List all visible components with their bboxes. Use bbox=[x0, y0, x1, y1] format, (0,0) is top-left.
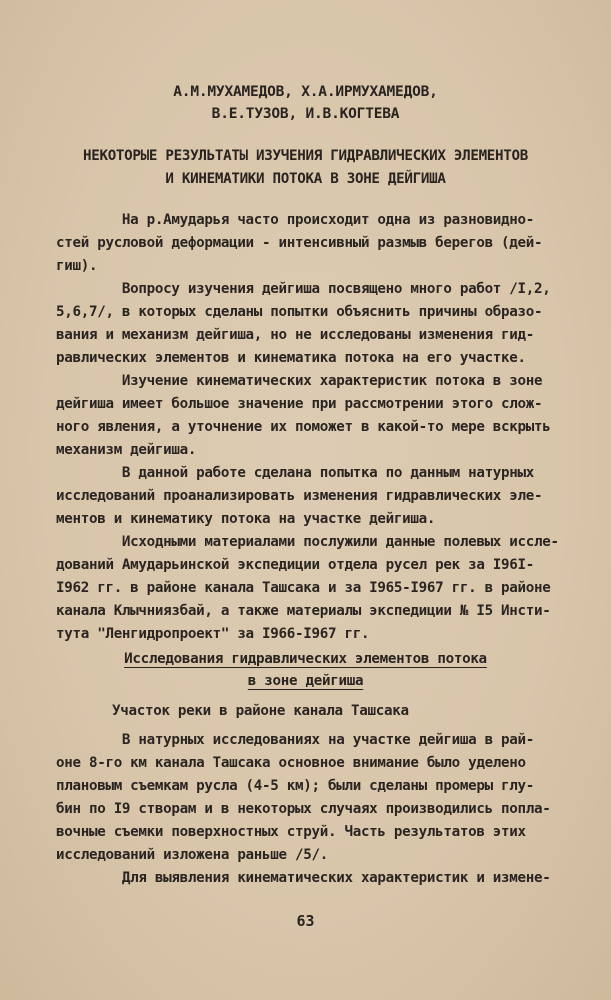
body-line: Исходными материалами послужили данные полевых иссле- bbox=[56, 534, 559, 550]
body-line: стей русловой деформации - интенсивный размыв берегов (дей- bbox=[56, 235, 543, 251]
body-line: ного явления, а уточнение их поможет в какой-то мере вскрыть bbox=[56, 419, 551, 435]
body-line: Изучение кинематических характеристик потока в зоне bbox=[56, 373, 543, 389]
title-line-2: И КИНЕМАТИКИ ПОТОКА В ЗОНЕ ДЕЙГИША bbox=[165, 171, 446, 187]
section-heading-text-2: в зоне дейгиша bbox=[247, 673, 364, 689]
body-line: На р.Амударья часто происходит одна из разновидно- bbox=[56, 212, 535, 228]
section-line: Для выявления кинематических характеристик и измене- bbox=[56, 870, 551, 886]
body-line: I962 гг. в районе канала Ташсака и за I965-I967 гг. в районе bbox=[56, 580, 551, 596]
section-line: В натурных исследованиях на участке дейгиша в рай- bbox=[56, 732, 535, 748]
body-line: Вопросу изучения дейгиша посвящено много работ /I,2, bbox=[56, 281, 551, 297]
section-line: исследований изложена раньше /5/. bbox=[56, 847, 328, 863]
body-line: дейгиша имеет большое значение при рассмотрении этого слож- bbox=[56, 396, 543, 412]
body-line: В данной работе сделана попытка по данным натурных bbox=[56, 465, 535, 481]
body-line: исследований проанализировать изменения гидравлических эле- bbox=[56, 488, 543, 504]
authors-line-2: В.Е.ТУЗОВ, И.В.КОГТЕВА bbox=[211, 106, 400, 122]
section-heading-line-1 bbox=[0, 651, 611, 667]
section-heading-line-2 bbox=[0, 673, 611, 689]
body-line: механизм дейгиша. bbox=[56, 442, 197, 458]
section-line: бин по I9 створам и в некоторых случаях производились попла- bbox=[56, 801, 551, 817]
section-line: плановым съемкам русла (4-5 км); были сделаны промеры глу- bbox=[56, 778, 535, 794]
section-subheading: Участок реки в районе канала Ташсака bbox=[112, 703, 409, 719]
body-line: равлических элементов и кинематика потока на его участке. bbox=[56, 350, 526, 366]
body-line: канала Клычниязбай, а также материалы экспедиции № I5 Инсти- bbox=[56, 603, 551, 619]
body-line: вания и механизм дейгиша, но не исследованы изменения гид- bbox=[56, 327, 535, 343]
body-line: гиш). bbox=[56, 258, 98, 274]
body-line: дований Амударьинской экспедиции отдела русел рек за I96I- bbox=[56, 557, 535, 573]
page-number: 63 bbox=[296, 912, 315, 930]
body-line: 5,6,7/, в которых сделаны попытки объяснить причины образо- bbox=[56, 304, 543, 320]
section-line: оне 8-го км канала Ташсака основное внимание было уделено bbox=[56, 755, 526, 771]
body-line: ментов и кинематику потока на участке дейгиша. bbox=[56, 511, 436, 527]
title-line-1: НЕКОТОРЫЕ РЕЗУЛЬТАТЫ ИЗУЧЕНИЯ ГИДРАВЛИЧЕСКИХ ЭЛЕМЕНТОВ bbox=[82, 148, 529, 164]
section-line: вочные съемки поверхностных струй. Часть результатов этих bbox=[56, 824, 526, 840]
body-line: тута "Ленгидропроект" за I966-I967 гг. bbox=[56, 626, 370, 642]
section-heading-text-1: Исследования гидравлических элементов потока bbox=[124, 651, 487, 667]
authors-line-1: А.М.МУХАМЕДОВ, Х.А.ИРМУХАМЕДОВ, bbox=[173, 84, 438, 100]
